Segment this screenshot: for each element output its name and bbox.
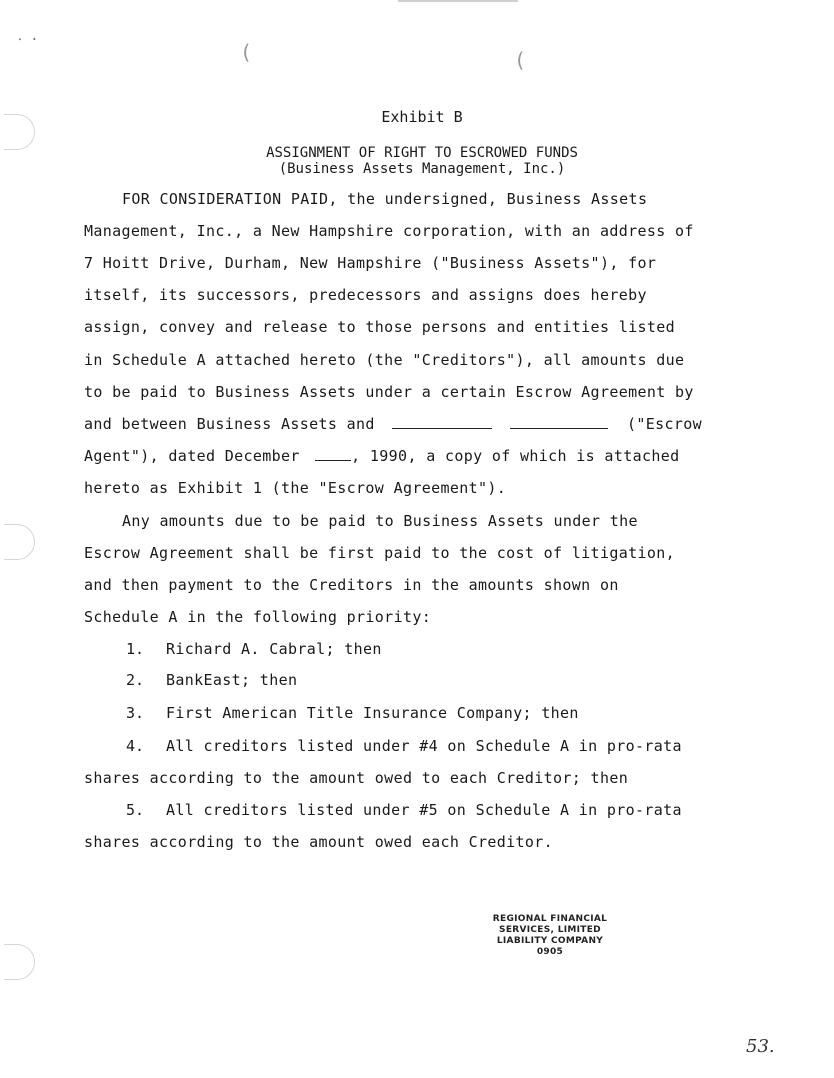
scan-speck: ( [240,40,253,64]
paragraph-1-line: assign, convey and release to those persons and entities listed [84,318,675,336]
blank-field [392,416,492,429]
paragraph-1-line: itself, its successors, predecessors and assigns does hereby [84,286,647,304]
priority-item: BankEast; then [166,671,298,689]
priority-number: 2. [126,671,145,689]
company-stamp [480,914,620,958]
document-title [0,145,834,177]
exhibit-label: Exhibit B [381,108,463,126]
punch-hole [4,944,35,980]
priority-number: 5. [126,801,145,819]
priority-number: 1. [126,640,145,658]
priority-item: All creditors listed under #4 on Schedule A in pro-rata [166,737,682,755]
priority-item-continuation: shares according to the amount owed to each Creditor; then [84,769,629,787]
paragraph-1-line: Management, Inc., a New Hampshire corporation, with an address of [84,222,694,240]
priority-item-continuation: shares according to the amount owed each Creditor. [84,833,554,851]
scan-speck: ( [514,48,527,72]
title-line-2: (Business Assets Management, Inc.) [278,161,566,177]
punch-hole [4,524,35,560]
paragraph-1-line [84,447,679,465]
title-line-1: ASSIGNMENT OF RIGHT TO ESCROWED FUNDS [266,145,578,161]
priority-item: All creditors listed under #5 on Schedule A in pro-rata [166,801,682,819]
blank-field [510,416,608,429]
line-text: , 1990, a copy of which is attached [351,447,680,465]
paragraph-1-line: FOR CONSIDERATION PAID, the undersigned, Business Assets [122,190,648,208]
paragraph-1-line [84,415,702,433]
line-text: and between Business Assets and [84,415,375,433]
priority-item: First American Title Insurance Company; then [166,704,579,722]
paragraph-1-line: in Schedule A attached hereto (the "Creditors"), all amounts due [84,351,685,369]
stamp-number: 0905 [536,947,564,957]
priority-number: 4. [126,737,145,755]
priority-number: 3. [126,704,145,722]
stamp-line: REGIONAL FINANCIAL [492,914,608,924]
stamp-line: LIABILITY COMPANY [496,936,604,946]
paragraph-2-line: Schedule A in the following priority: [84,608,432,626]
line-text: Agent"), dated December [84,447,300,465]
blank-field [315,448,351,461]
priority-item: Richard A. Cabral; then [166,640,382,658]
paragraph-2-line: Any amounts due to be paid to Business Assets under the [122,512,638,530]
stamp-line: SERVICES, LIMITED [499,925,601,935]
paragraph-2-line: Escrow Agreement shall be first paid to the cost of litigation, [84,544,675,562]
paragraph-1-line: hereto as Exhibit 1 (the "Escrow Agreement"). [84,479,507,497]
handwritten-page-number: 53. [746,1036,775,1057]
paragraph-1-line: to be paid to Business Assets under a certain Escrow Agreement by [84,383,694,401]
line-text: ("Escrow [626,415,703,433]
scan-edge-line [398,0,518,2]
paragraph-1-line: 7 Hoitt Drive, Durham, New Hampshire ("Business Assets"), for [84,254,657,272]
scan-speck: ⸱ · [18,32,39,48]
paragraph-2-line: and then payment to the Creditors in the amounts shown on [84,576,619,594]
